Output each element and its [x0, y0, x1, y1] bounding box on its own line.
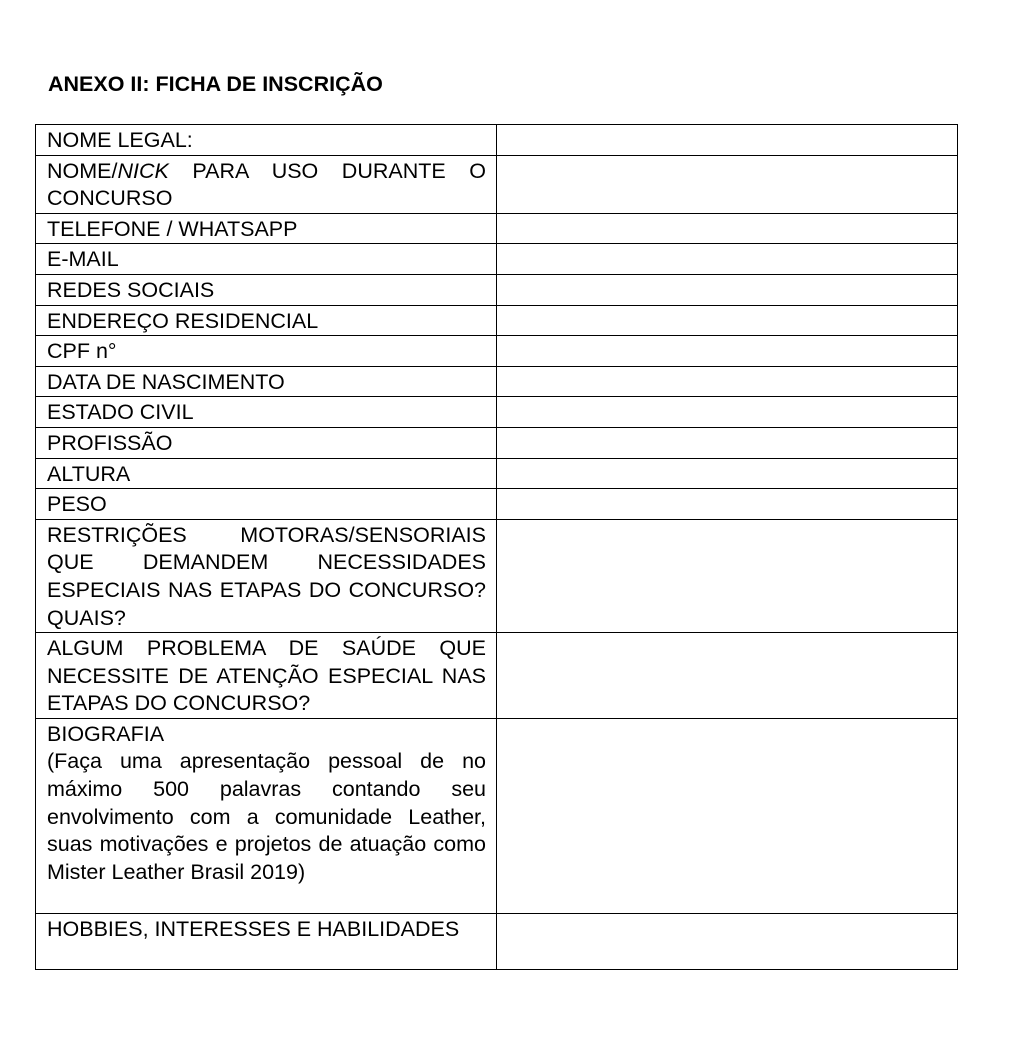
table-row [36, 633, 958, 719]
field-label-nome-legal: NOME LEGAL: [36, 125, 497, 156]
field-value-email[interactable] [497, 244, 958, 275]
field-value-cpf[interactable] [497, 336, 958, 367]
field-label-nome-nick: NOME/NICK PARA USO DURANTE O CONCURSO [36, 155, 497, 213]
field-label-biografia: BIOGRAFIA (Faça uma apresentação pessoal de no máximo 500 palavras contando seu envolvimento com a comunidade Leather, suas motivações e projetos de atuação como Mister Leather Brasil 2019) [36, 718, 497, 913]
field-label-problema-saude: ALGUM PROBLEMA DE SAÚDE QUE NECESSITE DE ATENÇÃO ESPECIAL NAS ETAPAS DO CONCURSO? [36, 633, 497, 719]
field-value-redes-sociais[interactable] [497, 274, 958, 305]
field-label-profissao: PROFISSÃO [36, 427, 497, 458]
table-row [36, 913, 958, 969]
field-value-estado-civil[interactable] [497, 397, 958, 428]
table-row [36, 718, 958, 913]
field-value-data-nascimento[interactable] [497, 366, 958, 397]
page-title: ANEXO II: FICHA DE INSCRIÇÃO [48, 72, 383, 96]
table-row [36, 155, 958, 213]
table-row [36, 427, 958, 458]
field-label-altura: ALTURA [36, 458, 497, 489]
field-label-cpf: CPF n° [36, 336, 497, 367]
field-label-telefone: TELEFONE / WHATSAPP [36, 213, 497, 244]
field-label-data-nascimento: DATA DE NASCIMENTO [36, 366, 497, 397]
field-label-hobbies: HOBBIES, INTERESSES E HABILIDADES [36, 913, 497, 969]
field-label-peso: PESO [36, 489, 497, 520]
field-value-nome-legal[interactable] [497, 125, 958, 156]
field-label-email: E-MAIL [36, 244, 497, 275]
field-value-altura[interactable] [497, 458, 958, 489]
field-value-telefone[interactable] [497, 213, 958, 244]
table-row [36, 125, 958, 156]
table-row [36, 366, 958, 397]
field-label-endereco: ENDEREÇO RESIDENCIAL [36, 305, 497, 336]
field-label-restricoes: RESTRIÇÕES MOTORAS/SENSORIAIS QUE DEMANDEM NECESSIDADES ESPECIAIS NAS ETAPAS DO CONCURSO? QUAIS? [36, 519, 497, 632]
field-value-biografia[interactable] [497, 718, 958, 913]
field-label-estado-civil: ESTADO CIVIL [36, 397, 497, 428]
table-row [36, 274, 958, 305]
table-row [36, 336, 958, 367]
table-row [36, 489, 958, 520]
table-row [36, 244, 958, 275]
field-value-restricoes[interactable] [497, 519, 958, 632]
registration-form-table [35, 124, 958, 970]
field-value-hobbies[interactable] [497, 913, 958, 969]
biografia-instructions: (Faça uma apresentação pessoal de no máximo 500 palavras contando seu envolvimento com a comunidade Leather, suas motivações e projetos de atuação como Mister Leather Brasil 2019) [47, 749, 486, 884]
field-value-problema-saude[interactable] [497, 633, 958, 719]
table-row [36, 305, 958, 336]
field-value-endereco[interactable] [497, 305, 958, 336]
field-value-peso[interactable] [497, 489, 958, 520]
field-value-profissao[interactable] [497, 427, 958, 458]
table-row [36, 213, 958, 244]
field-value-nome-nick[interactable] [497, 155, 958, 213]
table-row [36, 458, 958, 489]
field-label-redes-sociais: REDES SOCIAIS [36, 274, 497, 305]
table-row [36, 519, 958, 632]
table-row [36, 397, 958, 428]
